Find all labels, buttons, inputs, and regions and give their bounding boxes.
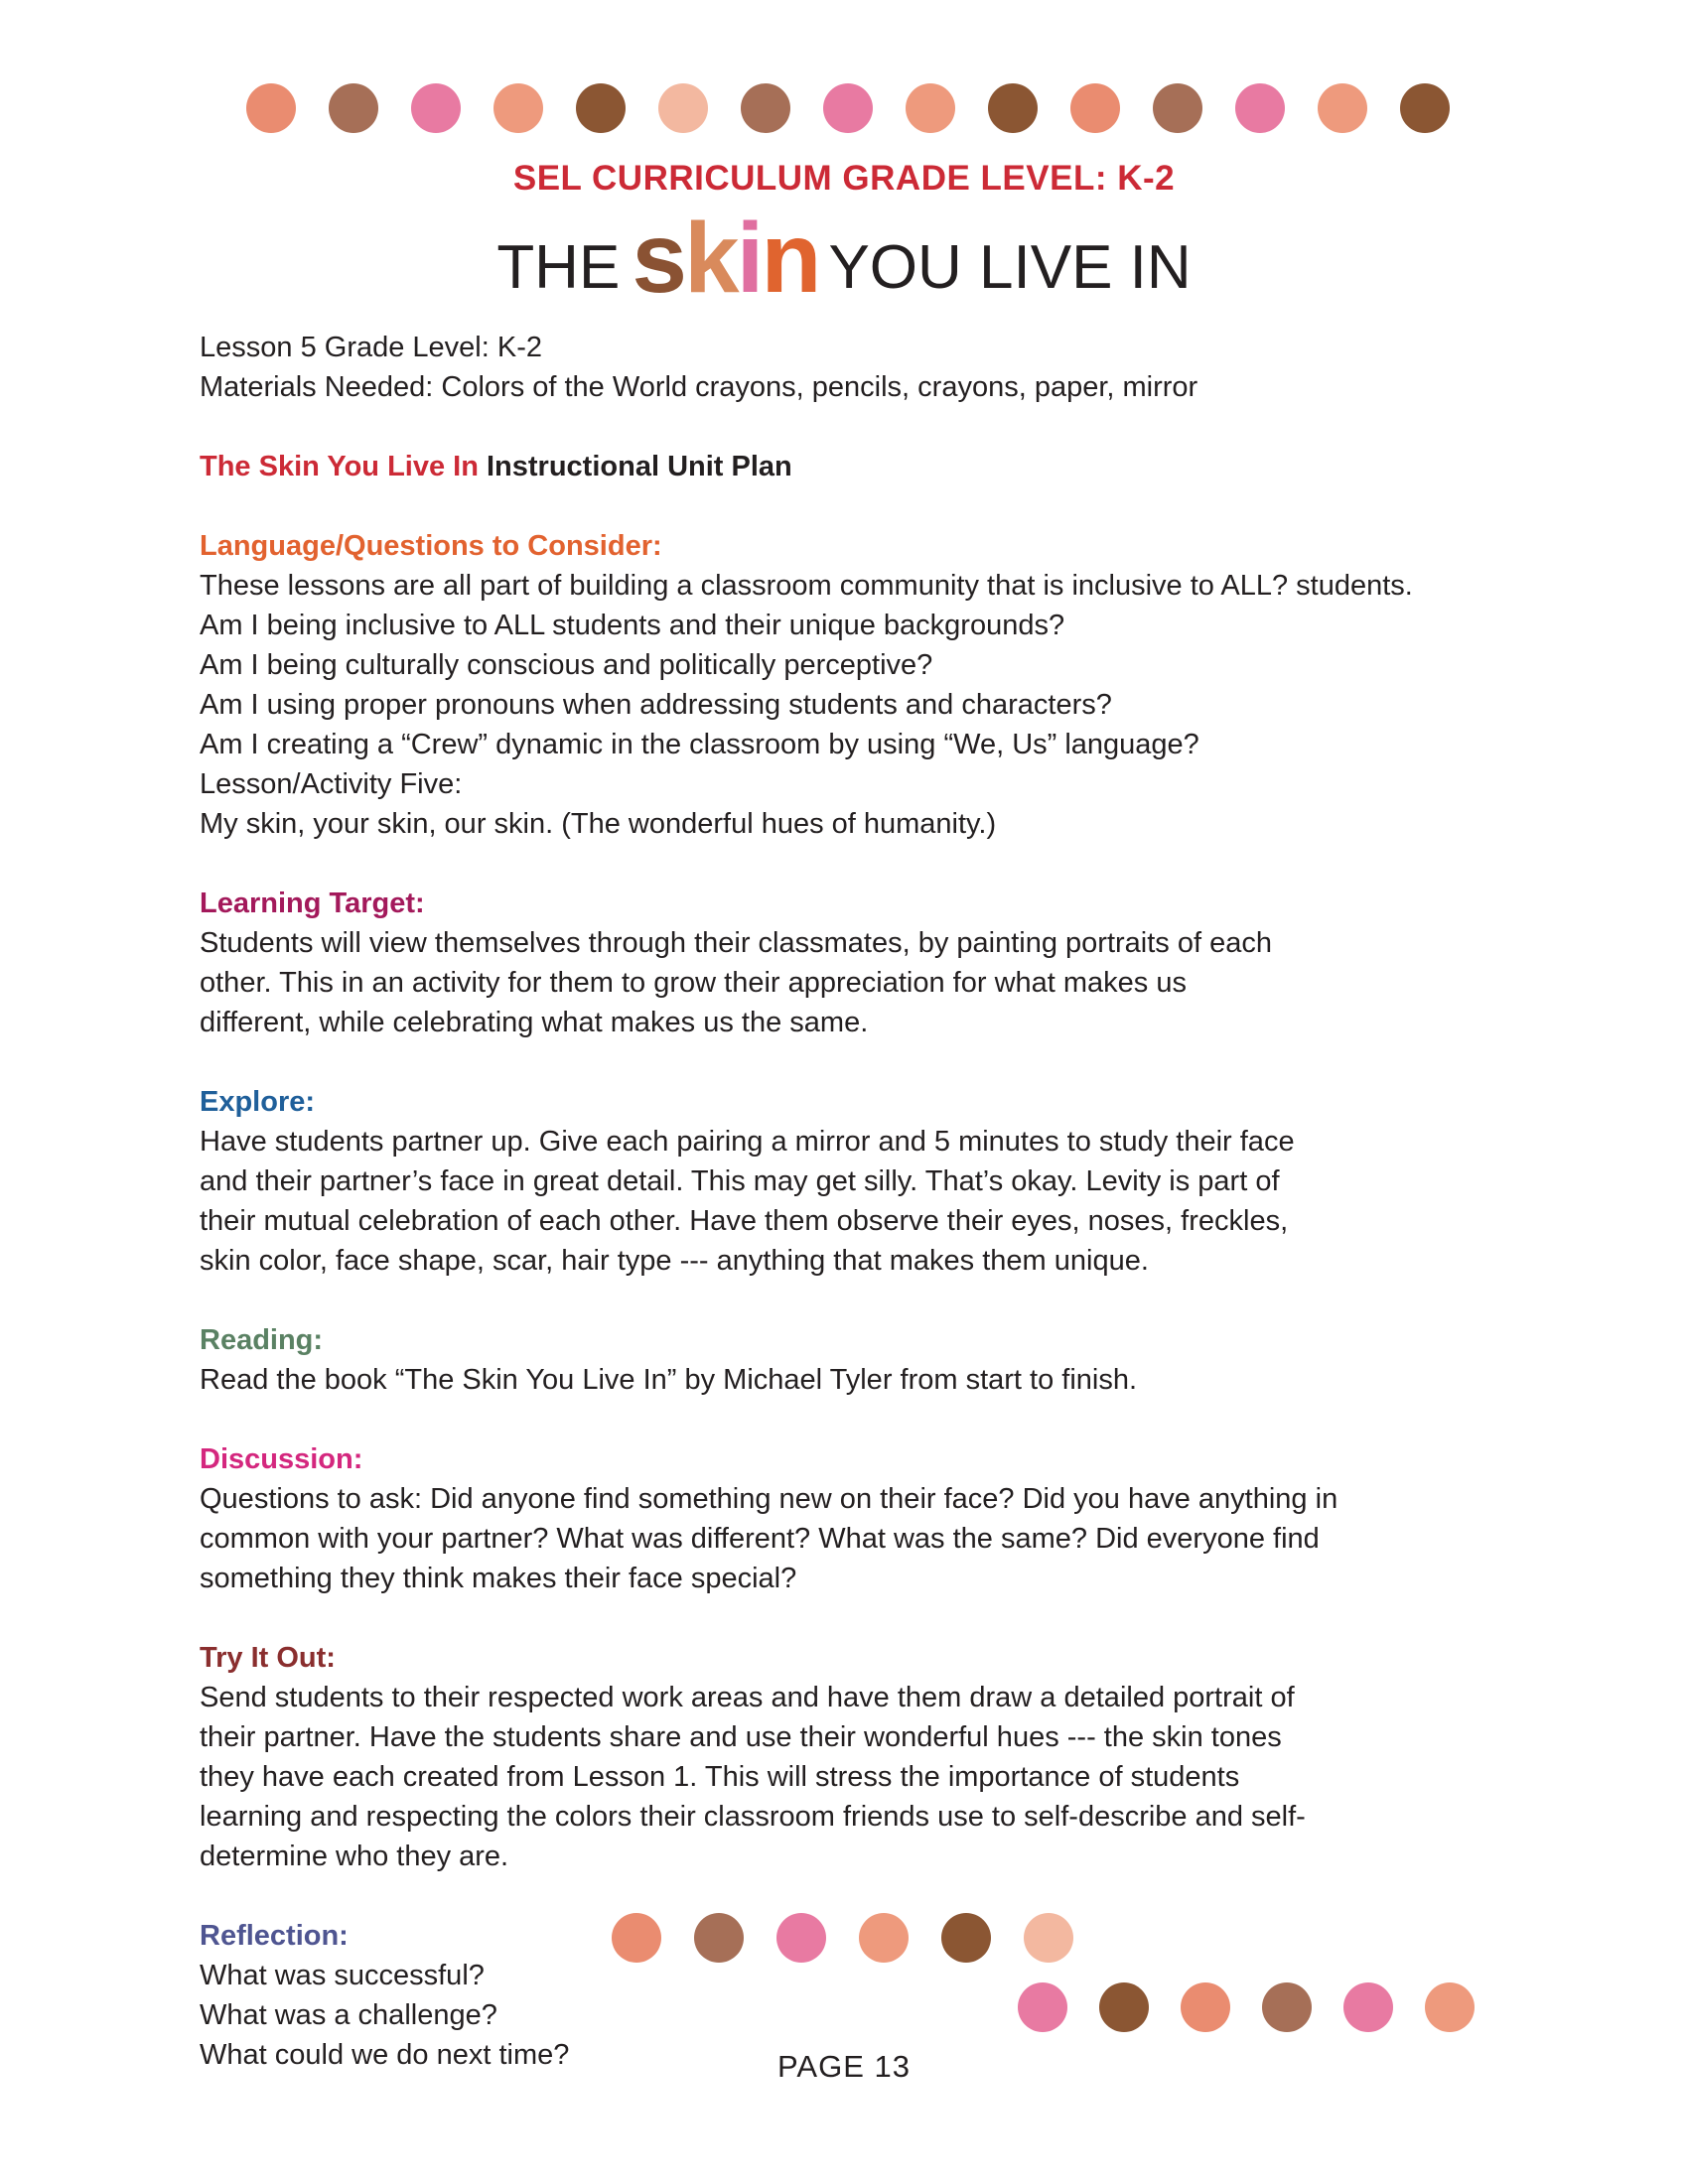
color-dot: [1400, 83, 1450, 133]
color-dot: [1235, 83, 1285, 133]
learning-target-heading: Learning Target:: [200, 887, 425, 919]
title-skin-logo: [632, 203, 819, 314]
learning-target-line: Students will view themselves through their classmates, by painting portraits of each: [200, 927, 1272, 959]
color-dot: [576, 83, 626, 133]
color-dot: [1153, 83, 1202, 133]
color-dot: [658, 83, 708, 133]
bottom-decorative-dots-row-1: [612, 1913, 1073, 1963]
section-try-it-out: [200, 1638, 1490, 1876]
lesson-content: [200, 328, 1490, 2075]
page-number: PAGE 13: [777, 2049, 911, 2084]
language-line: Am I creating a “Crew” dynamic in the classroom by using “We, Us” language?: [200, 729, 1199, 760]
color-dot: [612, 1913, 661, 1963]
section-learning-target: [200, 884, 1490, 1042]
color-dot: [988, 83, 1038, 133]
color-dot: [941, 1913, 991, 1963]
color-dot: [1262, 1982, 1312, 2032]
color-dot: [1425, 1982, 1475, 2032]
try-it-out-heading: Try It Out:: [200, 1642, 336, 1674]
try-it-out-line: Send students to their respected work areas and have them draw a detailed portrait of: [200, 1682, 1295, 1713]
color-dot: [906, 83, 955, 133]
color-dot: [1024, 1913, 1073, 1963]
reading-line: Read the book “The Skin You Live In” by Michael Tyler from start to finish.: [200, 1364, 1138, 1396]
color-dot: [1343, 1982, 1393, 2032]
section-language: [200, 526, 1490, 844]
skin-letter-i: i: [736, 203, 762, 314]
lesson-grade-line: Lesson 5 Grade Level: K-2: [200, 332, 542, 363]
learning-target-line: different, while celebrating what makes us the same.: [200, 1007, 869, 1038]
reading-heading: Reading:: [200, 1324, 324, 1356]
title-you-live-in: YOU LIVE IN: [828, 233, 1192, 302]
unit-plan-suffix: Instructional Unit Plan: [478, 451, 792, 482]
reflection-line: What was successful?: [200, 1960, 485, 1991]
color-dot: [741, 83, 790, 133]
color-dot: [1018, 1982, 1067, 2032]
language-heading: Language/Questions to Consider:: [200, 530, 662, 562]
explore-line: and their partner’s face in great detail. This may get silly. That’s okay. Levity is part of: [200, 1165, 1280, 1197]
try-it-out-line: learning and respecting the colors their classroom friends use to self-describe and self-: [200, 1801, 1306, 1833]
skin-letter-k: k: [683, 203, 737, 314]
unit-plan-title: The Skin You Live In: [200, 451, 479, 482]
skin-letter-n: n: [761, 203, 819, 314]
language-line: My skin, your skin, our skin. (The wonderful hues of humanity.): [200, 808, 997, 840]
language-line: Lesson/Activity Five:: [200, 768, 463, 800]
language-line: Am I being inclusive to ALL students and their unique backgrounds?: [200, 610, 1065, 641]
language-line: Am I being culturally conscious and politically perceptive?: [200, 649, 933, 681]
discussion-line: Questions to ask: Did anyone find something new on their face? Did you have anything in: [200, 1483, 1338, 1515]
color-dot: [859, 1913, 909, 1963]
discussion-line: common with your partner? What was different? What was the same? Did everyone find: [200, 1523, 1320, 1555]
discussion-heading: Discussion:: [200, 1443, 363, 1475]
bottom-decorative-dots-row-2: [1018, 1982, 1475, 2032]
reflection-line: What could we do next time?: [200, 2039, 570, 2071]
learning-target-line: other. This in an activity for them to grow their appreciation for what makes us: [200, 967, 1187, 999]
color-dot: [1181, 1982, 1230, 2032]
color-dot: [1318, 83, 1367, 133]
page-title: [0, 203, 1688, 314]
reflection-heading: Reflection:: [200, 1920, 349, 1952]
try-it-out-line: determine who they are.: [200, 1841, 509, 1872]
top-decorative-dots: [246, 83, 1450, 133]
materials-line: Materials Needed: Colors of the World crayons, pencils, crayons, paper, mirror: [200, 371, 1198, 403]
color-dot: [246, 83, 296, 133]
color-dot: [493, 83, 543, 133]
explore-line: skin color, face shape, scar, hair type --- anything that makes them unique.: [200, 1245, 1149, 1277]
curriculum-subtitle: SEL CURRICULUM GRADE LEVEL: K-2: [512, 159, 1176, 198]
color-dot: [411, 83, 461, 133]
color-dot: [776, 1913, 826, 1963]
try-it-out-line: their partner. Have the students share and use their wonderful hues --- the skin tones: [200, 1721, 1282, 1753]
reflection-line: What was a challenge?: [200, 1999, 497, 2031]
color-dot: [694, 1913, 744, 1963]
color-dot: [1099, 1982, 1149, 2032]
discussion-line: something they think makes their face special?: [200, 1563, 797, 1594]
color-dot: [823, 83, 873, 133]
language-line: Am I using proper pronouns when addressing students and characters?: [200, 689, 1112, 721]
explore-heading: Explore:: [200, 1086, 316, 1118]
section-explore: [200, 1082, 1490, 1281]
language-line: These lessons are all part of building a classroom community that is inclusive to ALL? students.: [200, 570, 1413, 602]
title-the: THE: [496, 233, 621, 302]
color-dot: [1070, 83, 1120, 133]
unit-plan-heading: [200, 447, 1490, 486]
explore-line: their mutual celebration of each other. Have them observe their eyes, noses, freckles,: [200, 1205, 1289, 1237]
section-discussion: [200, 1439, 1490, 1598]
color-dot: [329, 83, 378, 133]
section-reading: [200, 1320, 1490, 1400]
try-it-out-line: they have each created from Lesson 1. This will stress the importance of students: [200, 1761, 1240, 1793]
skin-letter-s: s: [632, 203, 684, 314]
explore-line: Have students partner up. Give each pairing a mirror and 5 minutes to study their face: [200, 1126, 1295, 1158]
